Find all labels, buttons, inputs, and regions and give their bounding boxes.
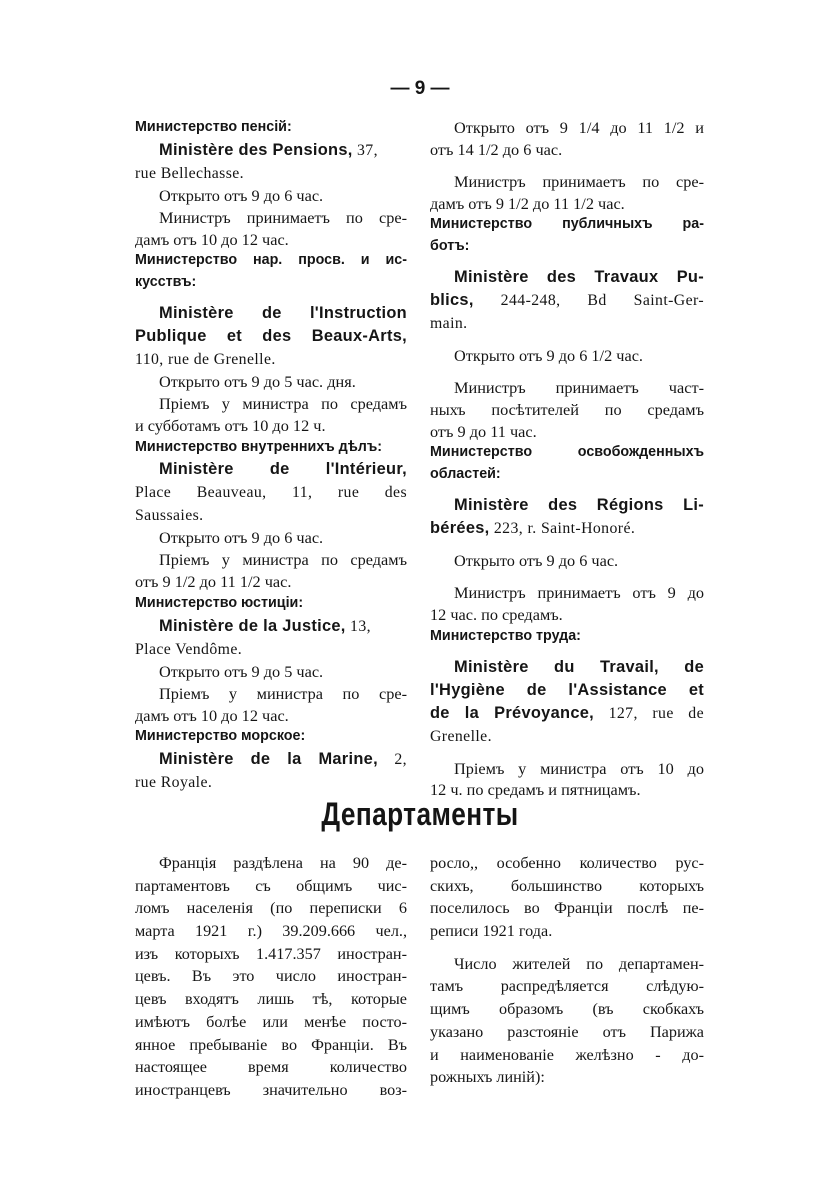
spacer (430, 335, 704, 345)
french-address-line (135, 139, 407, 162)
ministry-heading: Министерство морское: (135, 728, 306, 745)
french-address-line (430, 494, 704, 517)
paragraph-line: рожныхъ линій): (430, 1068, 545, 1087)
address-text: Saussaies. (135, 507, 204, 525)
paragraph-line: янное пребываніе во Франціи. Въ (135, 1035, 407, 1054)
text-line: отъ 9 до 11 час. (430, 421, 537, 441)
text-line: отъ 14 1/2 до 6 час. (430, 139, 563, 159)
text-line: Министръ принимаетъ част- (454, 377, 704, 397)
address-text: 127, rue de (594, 704, 705, 722)
french-address-line (135, 748, 407, 771)
french-address-line (135, 162, 407, 185)
address-text: main. (430, 315, 468, 333)
text-line: Пріемъ у министра по средамъ (159, 550, 407, 570)
paragraph-line: росло,, особенно количество рус- (430, 854, 704, 872)
ministry-name: blics, (430, 291, 474, 310)
paragraph-line: иностранцевъ значительно воз- (135, 1080, 407, 1099)
ministry-heading: кусствъ: (135, 274, 197, 291)
paragraph-line: изъ которыхъ 1.417.357 иностран- (135, 944, 407, 963)
address-text: 2, (377, 751, 407, 769)
paragraph-line: реписи 1921 года. (430, 922, 553, 941)
paragraph-line: тамъ распредѣляется слѣдую- (430, 977, 704, 996)
address-text: 244-248, Bd Saint-Ger- (473, 292, 704, 310)
text-line: Открыто отъ 9 до 6 час. (159, 185, 324, 205)
paragraph-line: цевъ входятъ лишь тѣ, которые (135, 990, 407, 1009)
ministry-name: Ministère de l'Instruction (159, 304, 407, 323)
text-line: и субботамъ отъ 10 до 12 ч. (135, 415, 326, 435)
paragraph-line: цевъ. Въ это число иностран- (135, 967, 407, 986)
ministry-name: Ministère du Travail, de (454, 657, 704, 676)
paragraph-line: поселилось во Франціи послѣ пе- (430, 899, 704, 918)
spacer (430, 748, 704, 758)
text-line: дамъ отъ 10 до 12 час. (135, 229, 289, 249)
ministry-heading: ботъ: (430, 238, 470, 255)
page-number: — 9 — (390, 78, 450, 99)
text-line: Пріемъ у министра по средамъ (159, 393, 407, 413)
spacer (430, 572, 704, 582)
french-address-line (430, 679, 704, 702)
ministry-name: Ministère des Régions Li- (454, 496, 704, 515)
paragraph-line: щимъ образомъ (въ скобкахъ (430, 1000, 704, 1019)
text-line: дамъ отъ 10 до 12 час. (135, 705, 289, 725)
spacer (430, 486, 704, 494)
paragraph-line: скихъ, большинство которыхъ (430, 876, 704, 895)
french-address-line (135, 302, 407, 325)
french-address-line (135, 348, 407, 371)
spacer (430, 367, 704, 377)
address-text: 13, (345, 617, 371, 635)
text-line: Министръ принимаетъ по сре- (454, 171, 704, 191)
paragraph-line: марта 1921 г.) 39.209.666 чел., (135, 922, 407, 941)
text-line: 12 ч. по средамъ и пятницамъ. (430, 780, 641, 800)
ministry-name: bérées, (430, 519, 490, 538)
text-line: Открыто отъ 9 до 6 час. (454, 551, 619, 571)
text-line: Открыто отъ 9 до 6 час. (159, 528, 324, 548)
text-line: ныхъ посѣтителей по средамъ (430, 399, 704, 419)
right-column (430, 117, 704, 801)
ministry-heading: Министерство пенсій: (135, 119, 292, 135)
french-address-line (135, 504, 407, 527)
french-address-line (135, 481, 407, 504)
paragraph-line: Франція раздѣлена на 90 де- (159, 854, 407, 872)
ministry-heading: областей: (430, 466, 501, 483)
text-line: 12 час. по средамъ. (430, 604, 563, 624)
ministry-heading: Министерство публичныхъ ра- (430, 216, 704, 233)
paragraph-line: указано разстояніе отъ Парижа (430, 1022, 704, 1041)
spacer (135, 294, 407, 302)
text-line: дамъ отъ 9 1/2 до 11 1/2 час. (430, 193, 625, 213)
paragraph-line: настоящее время количество (135, 1058, 407, 1077)
french-address-line (135, 771, 407, 794)
text-line: Открыто отъ 9 до 6 1/2 час. (454, 346, 644, 366)
left-column (135, 117, 407, 794)
french-address-line (135, 458, 407, 481)
paragraph-line: и наименованіе желѣзно - до- (430, 1045, 704, 1064)
french-address-line (430, 656, 704, 679)
address-text: rue Royale. (135, 774, 213, 792)
address-text: 37, (352, 141, 378, 159)
french-address-line (135, 638, 407, 661)
ministry-heading: Министерство труда: (430, 627, 581, 644)
ministry-name: Publique et des Beaux-Arts, (135, 327, 407, 346)
text-line: Открыто отъ 9 до 5 час. дня. (159, 372, 356, 392)
spacer (430, 161, 704, 171)
text-line: Пріемъ у министра по сре- (159, 683, 407, 703)
address-text: Place Vendôme. (135, 640, 243, 658)
french-address-line (135, 615, 407, 638)
ministry-name: Ministère des Travaux Pu- (454, 268, 704, 287)
address-text: rue Bellechasse. (135, 164, 245, 182)
ministry-heading: Министерство освобожденныхъ (430, 444, 704, 461)
french-address-line (430, 312, 704, 335)
text-line: Министръ принимаетъ по сре- (159, 207, 407, 227)
section-title: Департаменты (321, 796, 519, 832)
ministry-name: Ministère de la Marine, (159, 750, 378, 769)
ministry-heading: Министерство внутреннихъ дѣлъ: (135, 438, 383, 455)
french-address-line (430, 517, 704, 540)
text-line: отъ 9 1/2 до 11 1/2 час. (135, 572, 292, 592)
french-address-line (135, 325, 407, 348)
text-line: Открыто отъ 9 1/4 до 11 1/2 и (454, 118, 704, 137)
text-line: Открыто отъ 9 до 5 час. (159, 661, 324, 681)
ministry-name: Ministère de la Justice, (159, 616, 346, 635)
address-text: Place Beauveau, 11, rue des (135, 484, 407, 502)
spacer (430, 258, 704, 266)
french-address-line (430, 702, 704, 725)
paragraph-line: партаментовъ съ общимъ чис- (135, 876, 407, 895)
bottom-left-paragraph (135, 852, 407, 1102)
bottom-right-paragraph (430, 852, 704, 1089)
text-line: Министръ принимаетъ отъ 9 до (454, 582, 704, 602)
address-text: 223, r. Saint-Honoré. (489, 520, 636, 538)
ministry-name: Ministère des Pensions, (159, 140, 353, 159)
spacer (430, 648, 704, 656)
ministry-name: Ministère de l'Intérieur, (159, 460, 407, 479)
ministry-heading: Министерство нар. просв. и ис- (135, 252, 407, 269)
french-address-line (430, 289, 704, 312)
address-text: 110, rue de Grenelle. (135, 351, 276, 369)
text-line: Пріемъ у министра отъ 10 до (454, 758, 704, 778)
paragraph-line: Число жителей по департамен- (454, 954, 704, 973)
spacer (430, 540, 704, 550)
paragraph-line: имѣютъ болѣе или менѣе посто- (135, 1012, 407, 1031)
paragraph-line: ломъ населенія (по переписки 6 (135, 899, 407, 918)
ministry-name: l'Hygiène de l'Assistance et (430, 680, 704, 699)
spacer (430, 943, 704, 953)
ministry-heading: Министерство юстиціи: (135, 594, 304, 611)
ministry-name: de la Prévoyance, (430, 703, 595, 722)
french-address-line (430, 266, 704, 289)
french-address-line (430, 725, 704, 748)
address-text: Grenelle. (430, 727, 492, 745)
